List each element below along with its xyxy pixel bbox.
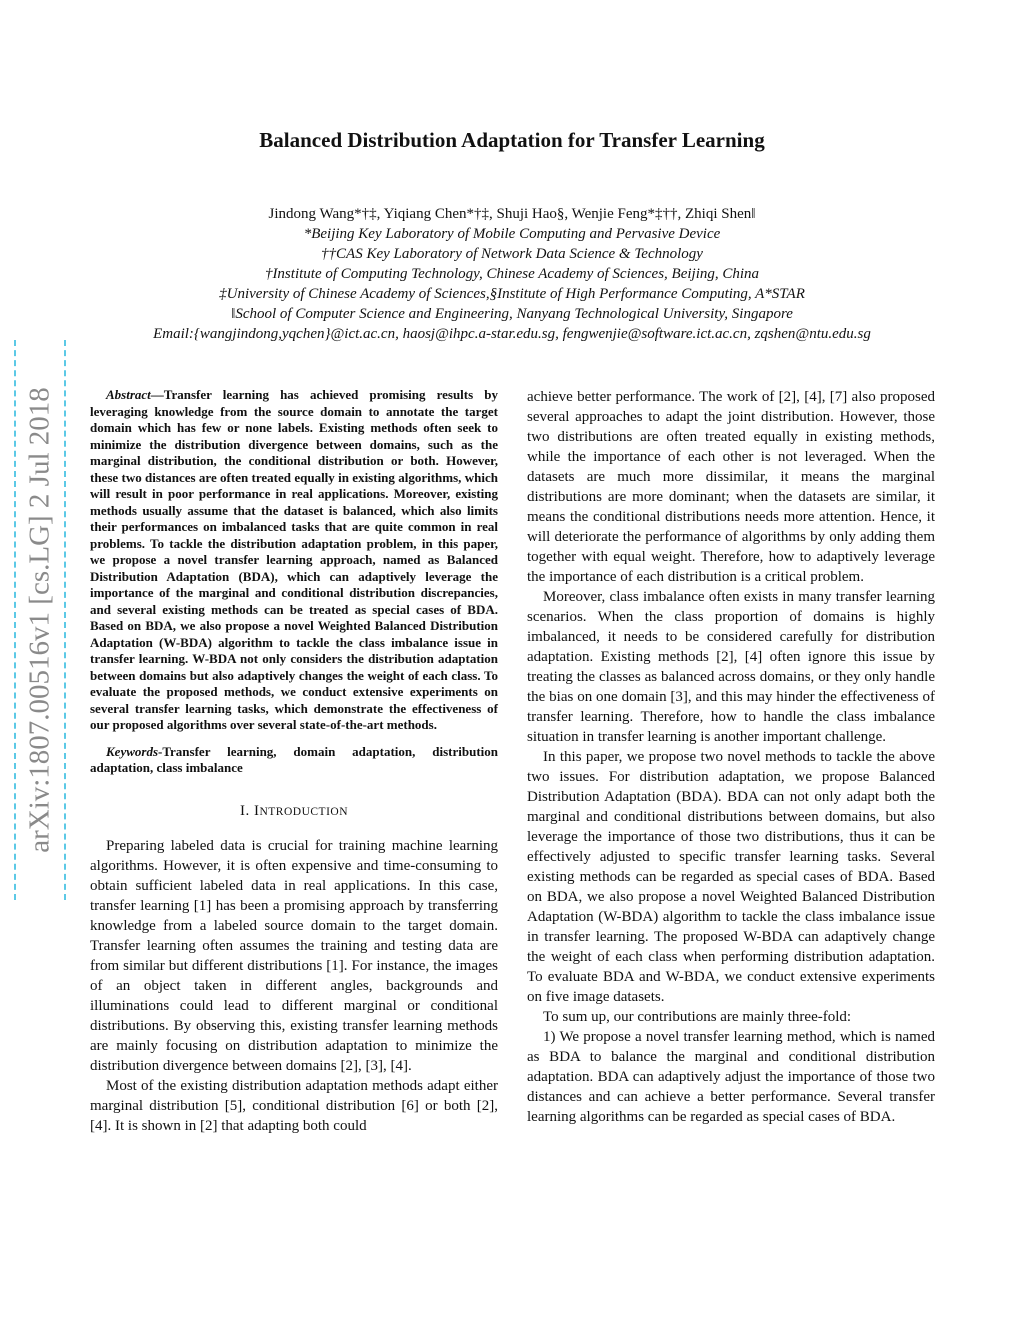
- paragraph: achieve better performance. The work of [2], [4], [7] also proposed several approaches to adapt the joint distribution. However, those two distributions are often treated equally in existing methods, while the importance of each other is not leveraged. When the datasets are much more dissimilar, it means the marginal distributions are more dominant; when the datasets are similar, it means the conditional distributions needs more attention. Hence, it will deteriorate the performance of algorithms by only adding them together with equal weight. Therefore, how to adaptively leverage the importance of each distribution is a critical problem.: [527, 389, 935, 585]
- keywords-label: Keywords: [106, 743, 158, 759]
- abstract-text: —Transfer learning has achieved promising results by leveraging knowledge from the source domain to annotate the target domain which has few or none labels. Existing methods often seek to minimize the distribution divergence between domains, such as the marginal distribution, the conditional distribution or both. However, these two distances are often treated equally in existing algorithms, which will result in poor performance in real applications. Moreover, existing methods usually assume that the dataset is balanced, which also limits their performances on imbalanced tasks that are quite common in real problems. To tackle the distribution adaptation problem, in this paper, we propose a novel transfer learning approach, named as Balanced Distribution Adaptation (BDA), which can adaptively leverage the importance of the marginal and conditional distribution discrepancies, and several existing methods can be treated as special cases of BDA. Based on BDA, we also propose a novel Weighted Balanced Distribution Adaptation (W-BDA) algorithm to tackle the class imbalance issue in transfer learning. W-BDA not only considers the distribution adaptation between domains but also adaptively changes the weight of each class. To evaluate the proposed methods, we conduct extensive experiments on several transfer learning tasks, which demonstrate the effectiveness of our proposed algorithms over several state-of-the-art methods.: [90, 387, 498, 732]
- paragraph: Moreover, class imbalance often exists in many transfer learning scenarios. When the class proportion of domains is highly imbalanced, it needs to be considered carefully for distribution adaptation. Existing methods [2], [4] often ignore this issue by treating the classes as balanced across domains, or they only handle the bias on one domain [3], and this may hinder the effectiveness of transfer learning. Therefore, how to handle the class imbalance situation in transfer learning is another important challenge.: [527, 589, 935, 745]
- paper-title: Balanced Distribution Adaptation for Transfer Learning: [259, 128, 765, 152]
- section-number: I.: [239, 802, 250, 819]
- affiliation-5: ‖School of Computer Science and Engineering, Nanyang Technological University, Singapore: [231, 306, 793, 322]
- keywords-text: -Transfer learning, domain adaptation, distribution adaptation, class imbalance: [90, 743, 498, 775]
- affiliation-2: ††CAS Key Laboratory of Network Data Science & Technology: [321, 246, 703, 262]
- affiliation-3: †Institute of Computing Technology, Chinese Academy of Sciences, Beijing, China: [264, 266, 760, 282]
- arxiv-stamp[interactable]: [14, 340, 66, 900]
- abstract-label: Abstract: [106, 387, 151, 402]
- abstract: [90, 387, 498, 734]
- left-column: [90, 387, 498, 1136]
- affiliation-4: ‡University of Chinese Academy of Sciences,§Institute of High Performance Computing, A*STAR: [219, 286, 805, 302]
- right-column: [527, 387, 935, 1127]
- paragraph: To sum up, our contributions are mainly three-fold:: [543, 1009, 852, 1025]
- paragraph: 1) We propose a novel transfer learning method, which is named as BDA to balance the marginal and conditional distribution adaptation. BDA can adaptively adjust the importance of those two distances and can achieve a better performance. Several transfer learning algorithms can be regarded as special cases of BDA.: [527, 1029, 935, 1125]
- section-heading: [90, 801, 498, 822]
- arxiv-id: arXiv:1807.00516v1 [cs.LG] 2 Jul 2018: [23, 387, 56, 853]
- email-line: Email:{wangjindong,yqchen}@ict.ac.cn, haosj@ihpc.a-star.edu.sg, fengwenjie@software.ict.ac.cn, zqshen@ntu.edu.sg: [153, 326, 871, 342]
- section-title-rest: NTRODUCTION: [259, 805, 349, 818]
- paragraph: Preparing labeled data is crucial for training machine learning algorithms. However, it is often expensive and time-consuming to obtain sufficient labeled data in real applications. In this case, transfer learning [1] has been a promising approach by transferring knowledge from a labeled source domain to the target domain. Transfer learning often assumes the training and testing data are from similar but different distributions [1]. For instance, the images of an object taken in different angles, backgrounds and illuminations could lead to different marginal or conditional distributions. By observing this, existing transfer learning methods are mainly focusing on distribution adaptation to minimize the distribution divergence between domains [2], [3], [4].: [90, 837, 498, 1074]
- author-names: Jindong Wang*†‡, Yiqiang Chen*†‡, Shuji Hao§, Wenjie Feng*‡††, Zhiqi Shen‖: [268, 206, 756, 222]
- section-title-initial: I: [253, 802, 260, 819]
- author-block: [0, 204, 1024, 344]
- paragraph: Most of the existing distribution adaptation methods adapt either marginal distribution [5], conditional distribution [6] or both [2], [4]. It is shown in [2] that adapting both could: [90, 1077, 498, 1134]
- affiliation-1: *Beijing Key Laboratory of Mobile Computing and Pervasive Device: [303, 226, 721, 242]
- paragraph: In this paper, we propose two novel methods to tackle the above two issues. For distribution adaptation, we propose Balanced Distribution Adaptation (BDA). BDA can not only adapt both the marginal and conditional distributions between domains, but also leverage the importance of those two distributions, thus it can be effectively adjusted to specific transfer learning tasks. Several existing methods can be regarded as special cases of BDA. Based on BDA, we also propose a novel Weighted Balanced Distribution Adaptation (W-BDA) algorithm to tackle the class imbalance issue in transfer learning. The proposed W-BDA can adaptively change the weight of each class when performing distribution adaptation. To evaluate BDA and W-BDA, we conduct extensive experiments on five image datasets.: [527, 749, 935, 1005]
- keywords: [90, 744, 498, 777]
